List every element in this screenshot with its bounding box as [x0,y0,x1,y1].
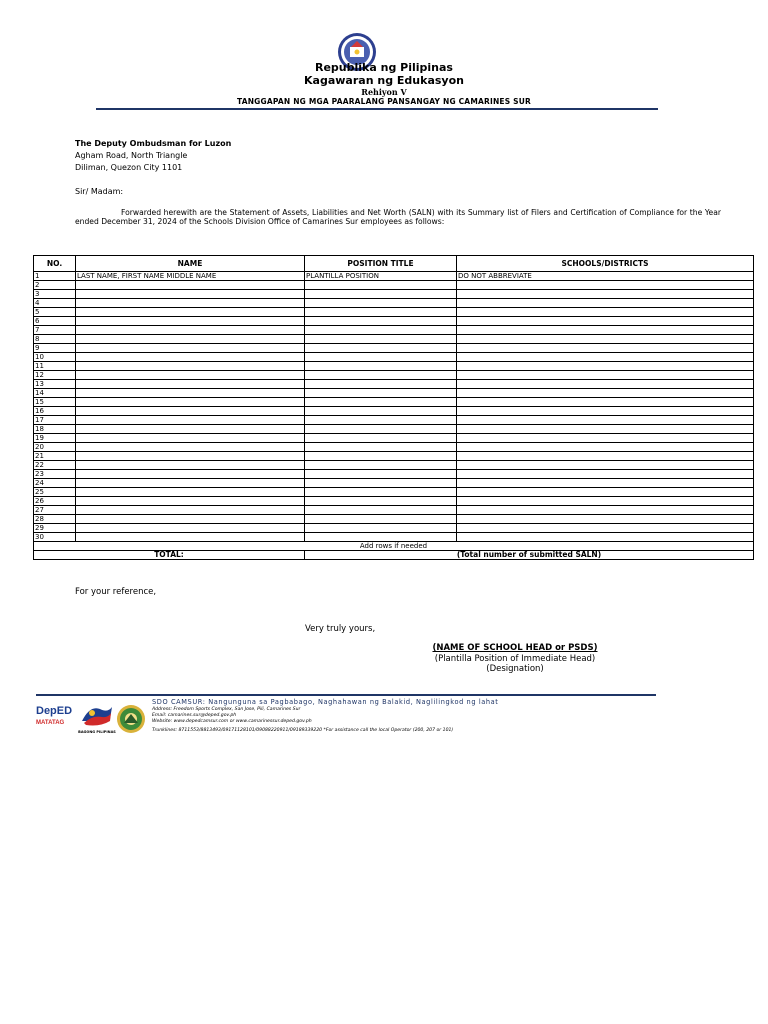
row-no: 7 [34,326,76,335]
row-no: 2 [34,281,76,290]
table-row [34,407,754,416]
header-region: Rehiyon V [361,87,407,97]
table-row [34,488,754,497]
addressee-line1: Agham Road, North Triangle [75,151,188,160]
table-row [34,434,754,443]
row-school [457,416,754,425]
row-school [457,515,754,524]
row-position [305,290,457,299]
row-school [457,326,754,335]
row-school [457,452,754,461]
add-rows-note: Add rows if needed [34,542,754,551]
header-republic: Republika ng Pilipinas [315,61,453,74]
row-no: 14 [34,389,76,398]
header-office: TANGGAPAN NG MGA PAARALANG PANSANGAY NG CAMARINES SUR [236,97,532,106]
row-no: 10 [34,353,76,362]
row-no: 6 [34,317,76,326]
row-name [76,326,305,335]
row-name [76,443,305,452]
row-school [457,497,754,506]
table-row [34,398,754,407]
row-no: 20 [34,443,76,452]
row-school: DO NOT ABBREVIATE [457,272,754,281]
table-row [34,290,754,299]
row-school [457,443,754,452]
row-name [76,371,305,380]
row-name [76,281,305,290]
row-name [76,299,305,308]
table-row [34,362,754,371]
deped-logo-text: DepED [36,705,73,717]
row-name [76,524,305,533]
signatory-name: (NAME OF SCHOOL HEAD or PSDS) [432,643,598,653]
row-school [457,398,754,407]
addressee-line2: Diliman, Quezon City 1101 [75,163,183,172]
row-school [457,344,754,353]
table-row [34,425,754,434]
table-row [34,533,754,542]
row-name [76,506,305,515]
row-school [457,362,754,371]
footer-motto: SDO CAMSUR: Nangunguna sa Pagbabago, Naghahawan ng Balakid, Naglilingkod ng lahat [152,698,499,706]
row-no: 24 [34,479,76,488]
footer-trunklines: Trunklines: 8711553/8813493/09171128101/09088220911/09189339220 *For assistance call the local Operator (200, 207 or 101) [152,728,454,733]
row-name [76,452,305,461]
row-position [305,344,457,353]
bagong-pilipinas-text: BAGONG PILIPINAS [78,730,116,734]
row-position [305,461,457,470]
total-note: (Total number of submitted SALN) [305,551,754,560]
total-row [34,551,754,560]
row-name [76,515,305,524]
row-name [76,290,305,299]
row-position [305,371,457,380]
row-position [305,497,457,506]
row-school [457,533,754,542]
row-no: 29 [34,524,76,533]
table-row [34,299,754,308]
table-row [34,506,754,515]
row-name [76,308,305,317]
table-row [34,524,754,533]
row-no: 4 [34,299,76,308]
header-divider [96,108,658,110]
reference-text: For your reference, [75,587,157,597]
row-school [457,380,754,389]
bagong-pilipinas-flag-icon [80,703,114,729]
row-name [76,434,305,443]
row-no: 3 [34,290,76,299]
row-no: 11 [34,362,76,371]
row-name [76,425,305,434]
row-position [305,452,457,461]
row-school [457,425,754,434]
salutation: Sir/ Madam: [75,187,124,196]
row-position [305,299,457,308]
row-school [457,470,754,479]
add-rows-row [34,542,754,551]
footer-divider [36,694,656,696]
addressee-name: The Deputy Ombudsman for Luzon [75,139,232,148]
row-no: 5 [34,308,76,317]
row-name [76,344,305,353]
footer-website: Website: www.depedcamsur.com or www.camarinessur.deped.gov.ph [152,719,312,724]
table-row [34,479,754,488]
row-position [305,533,457,542]
row-no: 8 [34,335,76,344]
row-school [457,389,754,398]
row-no: 30 [34,533,76,542]
table-row [34,470,754,479]
row-position [305,362,457,371]
signatory-designation: (Designation) [486,664,544,674]
row-name [76,479,305,488]
col-header-name: NAME [76,256,305,272]
row-position [305,488,457,497]
row-position: PLANTILLA POSITION [305,272,457,281]
row-position [305,317,457,326]
row-position [305,470,457,479]
row-no: 25 [34,488,76,497]
row-school [457,461,754,470]
row-name [76,335,305,344]
row-name [76,416,305,425]
row-position [305,389,457,398]
row-no: 27 [34,506,76,515]
row-position [305,416,457,425]
table-row [34,497,754,506]
row-name [76,398,305,407]
row-no: 16 [34,407,76,416]
table-row [34,344,754,353]
saln-table [33,255,754,560]
row-school [457,524,754,533]
row-name [76,380,305,389]
table-row [34,452,754,461]
header-department: Kagawaran ng Edukasyon [304,74,464,87]
body-paragraph: Forwarded herewith are the Statement of Assets, Liabilities and Net Worth (SALN) with its Summary list of Filers and Certification of Compliance for the Year ended December 31, 2024 of the Schools Division Office of Camarines Sur employees as follows: [75,208,721,226]
row-name [76,488,305,497]
row-position [305,308,457,317]
row-position [305,524,457,533]
row-school [457,308,754,317]
row-position [305,479,457,488]
table-row [34,389,754,398]
table-row [34,380,754,389]
row-school [457,299,754,308]
row-no: 15 [34,398,76,407]
row-position [305,380,457,389]
row-position [305,398,457,407]
table-row [34,353,754,362]
row-position [305,353,457,362]
row-name [76,362,305,371]
table-header-row [34,256,754,272]
row-school [457,317,754,326]
row-position [305,326,457,335]
row-school [457,479,754,488]
row-school [457,335,754,344]
table-row [34,272,754,281]
total-label: TOTAL: [34,551,305,560]
row-position [305,515,457,524]
row-school [457,434,754,443]
row-position [305,407,457,416]
saln-table-wrapper [33,255,753,560]
row-no: 12 [34,371,76,380]
table-row [34,371,754,380]
row-position [305,443,457,452]
table-row [34,335,754,344]
row-no: 26 [34,497,76,506]
row-no: 21 [34,452,76,461]
row-name [76,353,305,362]
row-no: 9 [34,344,76,353]
footer-address: Address: Freedom Sports Complex, San Jose, Pili, Camarines Sur [152,707,301,712]
table-row [34,317,754,326]
table-row [34,326,754,335]
table-row [34,281,754,290]
matatag-logo-text: MATATAG [36,720,65,726]
valediction: Very truly yours, [305,624,376,634]
signatory-position: (Plantilla Position of Immediate Head) [434,654,596,664]
row-position [305,425,457,434]
table-row [34,443,754,452]
footer-email: Email: camarines.sur@deped.gov.ph [152,713,237,718]
row-position [305,434,457,443]
row-school [457,407,754,416]
col-header-no: NO. [34,256,76,272]
row-school [457,371,754,380]
col-header-position: POSITION TITLE [305,256,457,272]
row-school [457,353,754,362]
row-no: 17 [34,416,76,425]
row-school [457,488,754,497]
row-no: 28 [34,515,76,524]
row-no: 22 [34,461,76,470]
row-no: 19 [34,434,76,443]
table-row [34,308,754,317]
row-name [76,533,305,542]
row-name [76,461,305,470]
table-row [34,461,754,470]
row-name [76,497,305,506]
deped-matatag-logo [36,705,78,737]
row-name [76,389,305,398]
row-name [76,470,305,479]
row-school [457,281,754,290]
row-name [76,317,305,326]
table-row [34,515,754,524]
row-no: 18 [34,425,76,434]
row-position [305,335,457,344]
row-school [457,506,754,515]
row-position [305,281,457,290]
row-no: 13 [34,380,76,389]
row-no: 23 [34,470,76,479]
row-no: 1 [34,272,76,281]
col-header-school: SCHOOLS/DISTRICTS [457,256,754,272]
sdo-camsur-seal-icon [116,704,146,734]
row-name [76,407,305,416]
row-name: LAST NAME, FIRST NAME MIDDLE NAME [76,272,305,281]
row-school [457,290,754,299]
row-position [305,506,457,515]
table-row [34,416,754,425]
